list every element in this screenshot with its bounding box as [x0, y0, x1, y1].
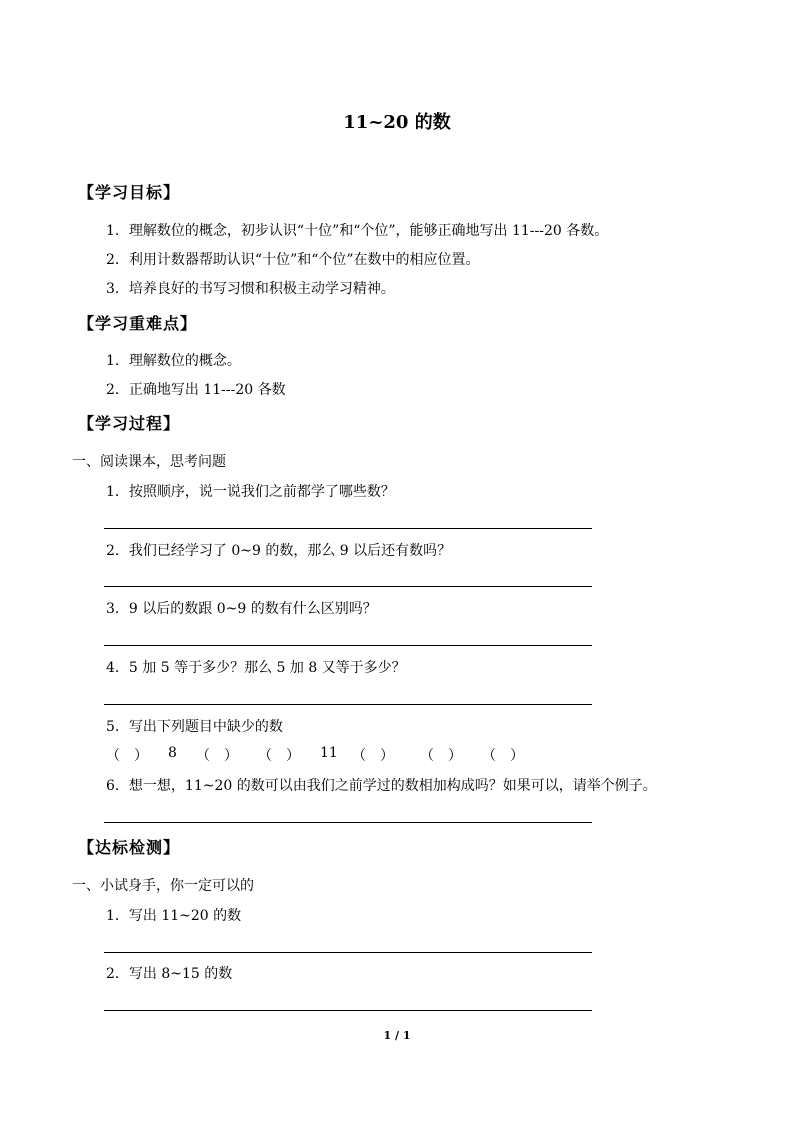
answer-line[interactable]: [104, 1010, 592, 1011]
answer-line[interactable]: [104, 528, 592, 529]
goal-item: 1．理解数位的概念，初步认识“十位”和“个位”，能够正确地写出 11---20 各数。: [106, 223, 609, 239]
question-item: 3．9 以后的数跟 0~9 的数有什么区别吗？: [106, 601, 377, 617]
sequence-blank[interactable]: （ ）: [352, 748, 394, 764]
question-item: 5．写出下列题目中缺少的数: [106, 719, 283, 735]
sequence-blank[interactable]: （ ）: [258, 748, 300, 764]
sequence-blank[interactable]: （ ）: [196, 748, 238, 764]
part-title: 一、阅读课本，思考问题: [72, 454, 226, 470]
answer-line[interactable]: [104, 586, 592, 587]
sequence-blank[interactable]: （ ）: [420, 748, 462, 764]
section-heading-process: 【学习过程】: [78, 414, 181, 433]
sequence-number: 8: [168, 745, 177, 761]
question-item: 2．我们已经学习了 0~9 的数，那么 9 以后还有数吗？: [106, 543, 452, 559]
answer-line[interactable]: [104, 952, 592, 953]
page-number: 1 / 1: [383, 1029, 411, 1042]
answer-line[interactable]: [104, 822, 592, 823]
goal-item: 2．利用计数器帮助认识“十位”和“个位”在数中的相应位置。: [106, 252, 480, 268]
section-heading-test: 【达标检测】: [78, 838, 181, 857]
question-item: 2．写出 8~15 的数: [106, 966, 233, 982]
key-point-item: 1．理解数位的概念。: [106, 353, 241, 369]
answer-line[interactable]: [104, 645, 592, 646]
question-item: 4．5 加 5 等于多少？那么 5 加 8 又等于多少？: [106, 660, 406, 676]
question-item: 1．写出 11~20 的数: [106, 908, 242, 924]
section-heading-goals: 【学习目标】: [78, 183, 181, 202]
part-title: 一、小试身手，你一定可以的: [72, 878, 254, 894]
sequence-blank[interactable]: （ ）: [106, 748, 148, 764]
question-item: 1．按照顺序，说一说我们之前都学了哪些数？: [106, 484, 395, 500]
answer-line[interactable]: [104, 704, 592, 705]
page-title: 11~20 的数: [343, 112, 451, 133]
sequence-blank[interactable]: （ ）: [482, 748, 524, 764]
section-heading-key-points: 【学习重难点】: [78, 314, 198, 333]
goal-item: 3．培养良好的书写习惯和积极主动学习精神。: [106, 281, 395, 297]
question-item: 6．想一想，11~20 的数可以由我们之前学过的数相加构成吗？如果可以，请举个例子。: [106, 778, 657, 794]
sequence-number: 11: [320, 745, 338, 761]
key-point-item: 2．正确地写出 11---20 各数: [106, 382, 286, 398]
